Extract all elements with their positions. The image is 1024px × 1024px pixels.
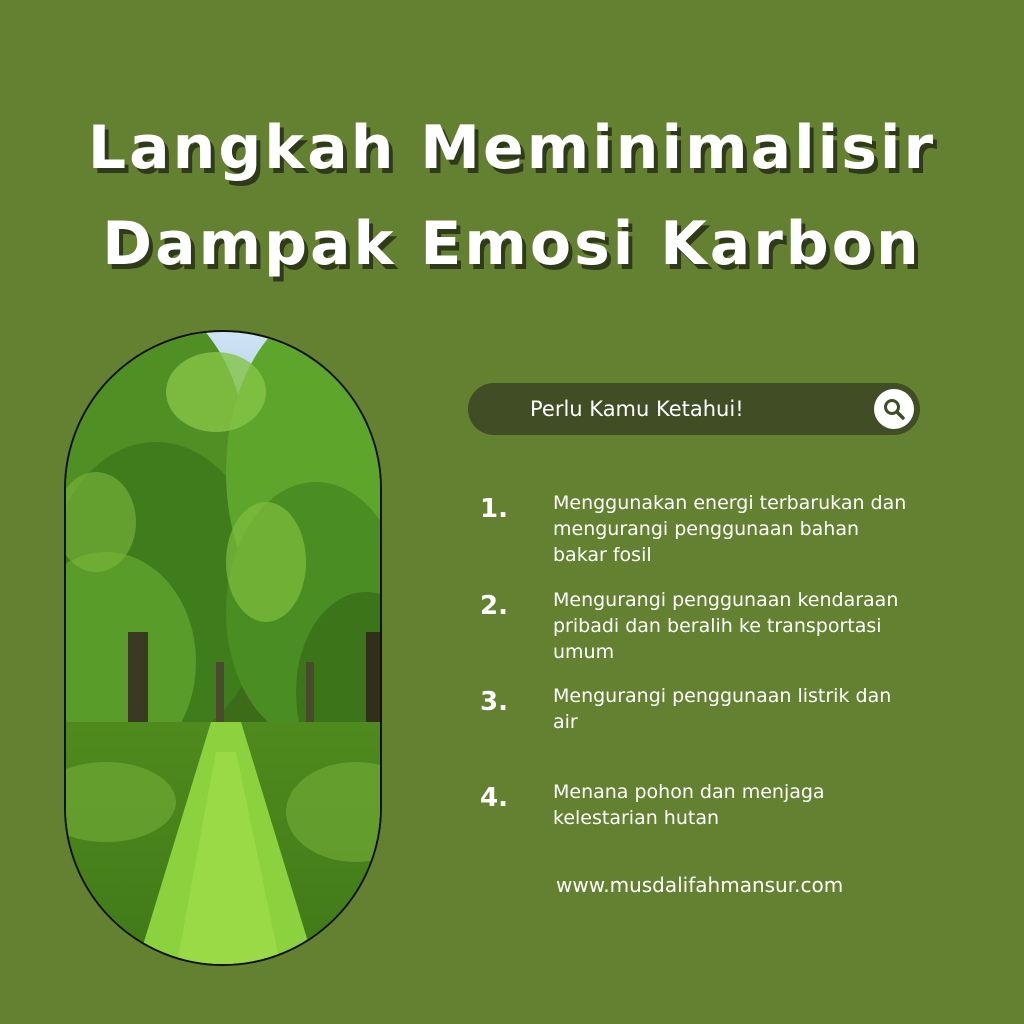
title-line-2: Dampak Emosi Karbon [102, 209, 922, 279]
step-number: 1. [480, 494, 508, 524]
step-text: Mengurangi penggunaan listrik dan air [553, 685, 892, 733]
step-number: 3. [480, 687, 508, 717]
step-number: 4. [480, 783, 508, 813]
info-pill [468, 383, 920, 435]
website-url: www.musdalifahmansur.com [556, 873, 844, 897]
step-text: Menana pohon dan menjaga kelestarian hutan [553, 781, 825, 829]
page-title [0, 100, 1024, 292]
search-icon[interactable] [874, 389, 914, 429]
info-pill-label: Perlu Kamu Ketahui! [530, 397, 744, 421]
step-number: 2. [480, 591, 508, 621]
step-text: Menggunakan energi terbarukan dan mengurangi penggunaan bahan bakar fosil [553, 492, 907, 566]
title-line-1: Langkah Meminimalisir [87, 113, 937, 183]
forest-path-photo [64, 330, 382, 966]
step-text: Mengurangi penggunaan kendaraan pribadi dan beralih ke transportasi umum [553, 589, 899, 663]
